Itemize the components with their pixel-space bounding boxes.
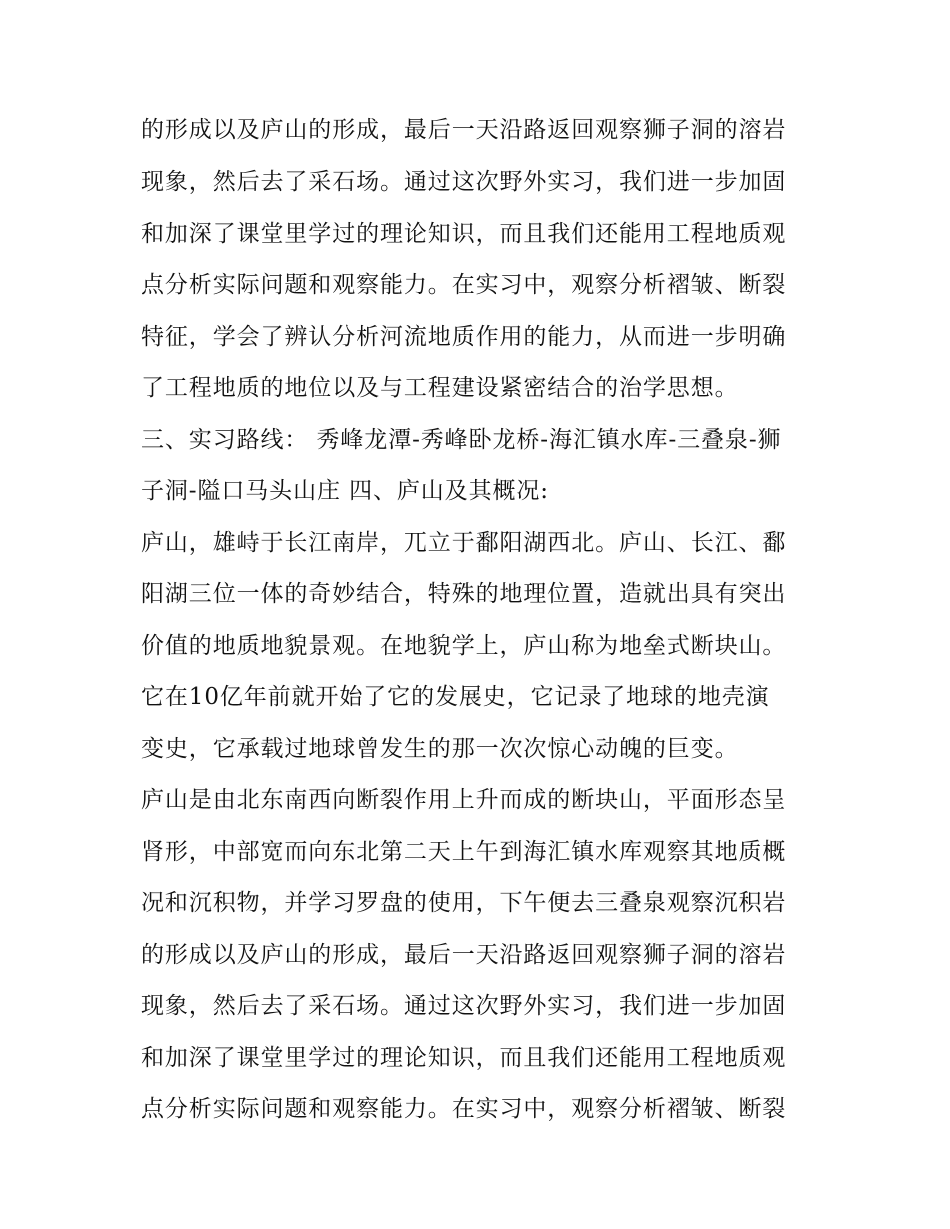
text-line: 变史，它承载过地球曾发生的那一次次惊心动魄的巨变。 bbox=[141, 736, 739, 762]
text-line: 现象，然后去了采石场。通过这次野外实习，我们进一步加固 bbox=[141, 169, 787, 195]
text-line: 点分析实际问题和观察能力。在实习中，观察分析褶皱、断裂 bbox=[141, 1096, 787, 1122]
text-line: 三、实习路线： 秀峰龙潭-秀峰卧龙桥-海汇镇水库-三叠泉-狮 bbox=[141, 427, 782, 453]
text-line: 庐山，雄峙于长江南岸，兀立于鄱阳湖西北。庐山、长江、鄱 bbox=[141, 530, 787, 556]
text-line: 子洞-隘口马头山庄 四、庐山及其概况: bbox=[141, 478, 549, 504]
text-line: 肾形，中部宽而向东北第二天上午到海汇镇水库观察其地质概 bbox=[141, 839, 787, 865]
text-line: 了工程地质的地位以及与工程建设紧密结合的治学思想。 bbox=[141, 375, 739, 401]
text-line: 现象，然后去了采石场。通过这次野外实习，我们进一步加固 bbox=[141, 993, 787, 1019]
text-line: 价值的地质地貌景观。在地貌学上，庐山称为地垒式断块山。 bbox=[141, 633, 787, 659]
text-line: 庐山是由北东南西向断裂作用上升而成的断块山，平面形态呈 bbox=[141, 787, 787, 813]
text-line: 况和沉积物，并学习罗盘的使用，下午便去三叠泉观察沉积岩 bbox=[141, 890, 787, 916]
text-line: 的形成以及庐山的形成，最后一天沿路返回观察狮子洞的溶岩 bbox=[141, 942, 787, 968]
text-line: 和加深了课堂里学过的理论知识，而且我们还能用工程地质观 bbox=[141, 1045, 787, 1071]
text-line: 特征，学会了辨认分析河流地质作用的能力，从而进一步明确 bbox=[141, 324, 787, 350]
text-line: 它在10亿年前就开始了它的发展史，它记录了地球的地壳演 bbox=[141, 684, 770, 710]
text-line: 阳湖三位一体的奇妙结合，特殊的地理位置，造就出具有突出 bbox=[141, 581, 787, 607]
text-line: 的形成以及庐山的形成，最后一天沿路返回观察狮子洞的溶岩 bbox=[141, 117, 787, 143]
text-line: 和加深了课堂里学过的理论知识，而且我们还能用工程地质观 bbox=[141, 221, 787, 247]
text-line: 点分析实际问题和观察能力。在实习中，观察分析褶皱、断裂 bbox=[141, 272, 787, 298]
